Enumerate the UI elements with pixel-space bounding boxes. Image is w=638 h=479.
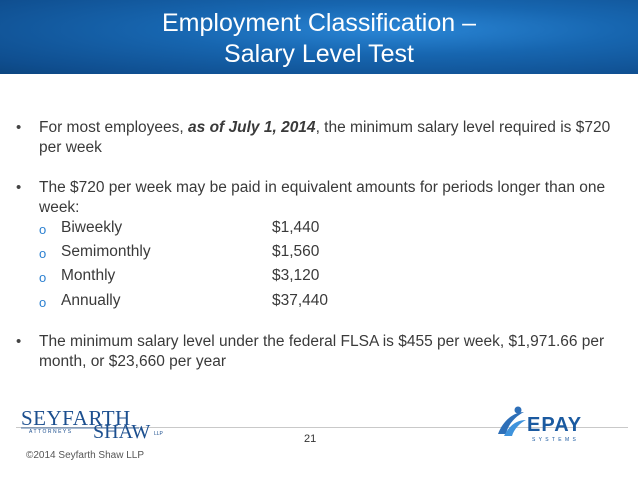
logo-word-attorneys: ATTORNEYS [29,429,73,435]
bullet-text: The minimum salary level under the federal FLSA is $455 per week, $1,971.66 per month, or $23,660 per year [39,333,605,370]
period-amount: $1,560 [272,243,320,260]
period-row [39,243,359,263]
sub-bullet-marker: o [39,270,47,285]
logo-word-llp: LLP [154,431,163,437]
title-line-2: Salary Level Test [224,40,414,68]
period-amount: $3,120 [272,267,320,284]
bullet-text: The $720 per week may be paid in equivalent amounts for periods longer than one week: [39,179,606,216]
period-row [39,292,359,312]
bullet-marker: • [16,119,22,136]
seyfarth-shaw-logo [21,405,171,445]
bullet-item [16,178,629,218]
bullet-item [16,332,629,372]
period-label: Monthly [61,267,116,284]
sub-bullet-marker: o [39,246,47,261]
epay-swoosh-icon [498,407,526,437]
period-row [39,267,359,287]
sub-bullet-marker: o [39,295,47,310]
slide-title [0,8,638,70]
bullet-text-after: , the minimum salary level required is $720 per week [39,119,611,156]
bullet-marker: • [16,333,22,350]
bullet-item [16,118,629,158]
epay-systems-logo [494,404,604,444]
logo-word-shaw: SHAW [93,421,151,443]
period-row [39,219,359,239]
period-label: Annually [61,292,121,309]
period-amount: $1,440 [272,219,320,236]
logo-word-seyfarth: SEYFARTH [21,406,131,430]
period-label: Semimonthly [61,243,151,260]
period-label: Biweekly [61,219,123,236]
logo-word-epay: EPAY [527,414,583,436]
page-number: 21 [304,433,317,445]
bullet-marker: • [16,179,22,196]
sub-bullet-marker: o [39,222,47,237]
title-banner [0,0,638,74]
period-amount: $37,440 [272,292,329,309]
bullet-text-emphasis: as of July 1, 2014 [188,119,316,136]
logo-word-systems: S Y S T E M S [532,437,577,443]
title-line-1: Employment Classification – [161,9,476,37]
copyright-notice: ©2014 Seyfarth Shaw LLP [26,450,144,461]
bullet-text-before: For most employees, [39,119,189,136]
